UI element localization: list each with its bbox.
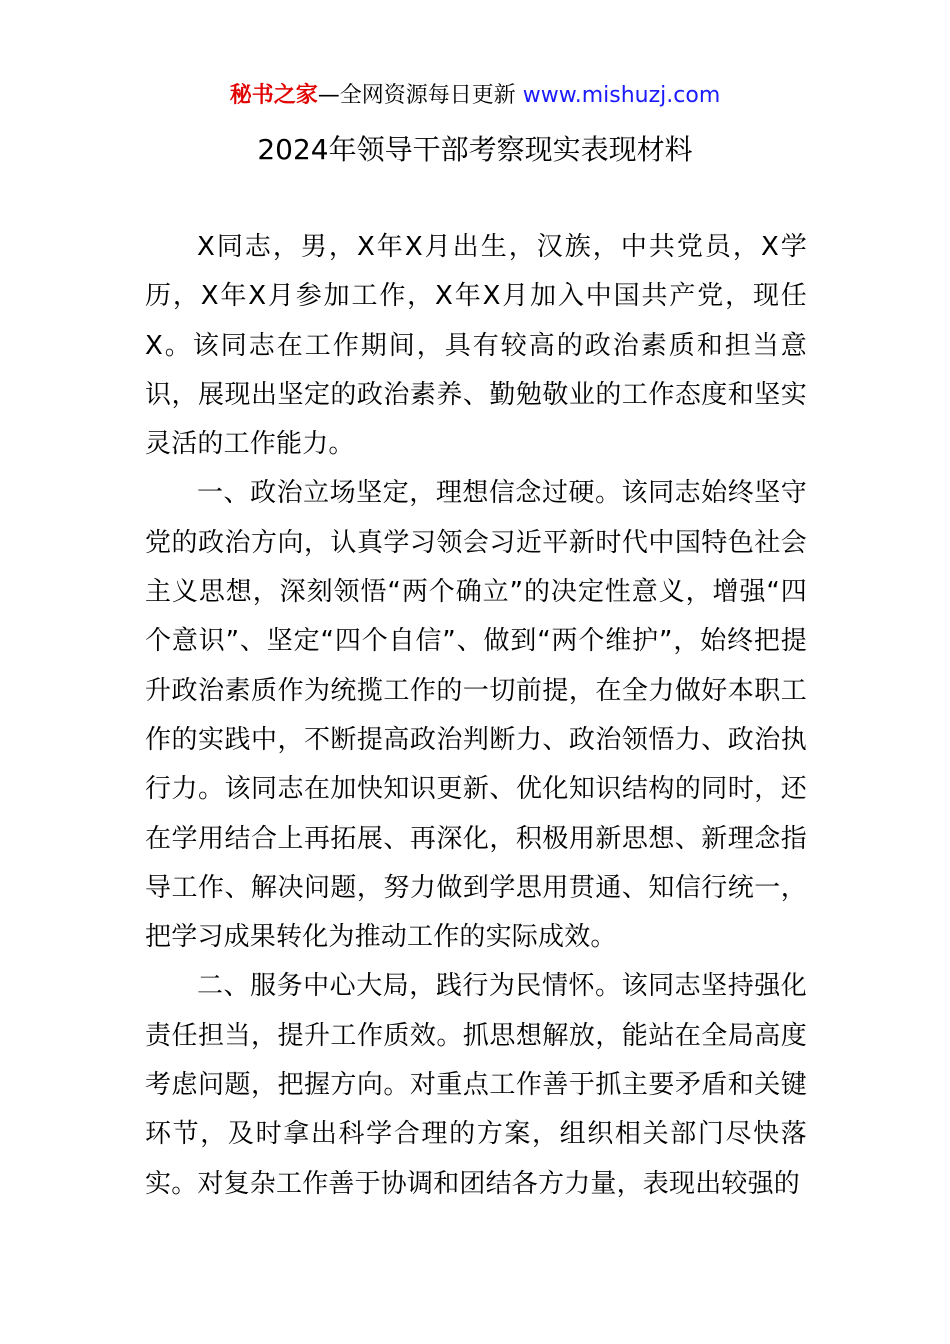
paragraph-section-one: 一、政治立场坚定，理想信念过硬。该同志始终坚守党的政治方向，认真学习领会习近平新时代中国特色社会主义思想，深刻领悟“两个确立”的决定性意义，增强“四个意识”、坚定“四个自信”、做到“两个维护”，始终把提升政治素质作为统揽工作的一切前提，在全力做好本职工作的实践中，不断提高政治判断力、政治领悟力、政治执行力。该同志在加快知识更新、优化知识结构的同时，还在学用结合上再拓展、再深化，积极用新思想、新理念指导工作、解决问题，努力做到学思用贯通、知信行统一，把学习成果转化为推动工作的实际成效。 <box>145 478 807 953</box>
document-title: 2024年领导干部考察现实表现材料 <box>257 133 693 166</box>
paragraph-intro: X同志，男，X年X月出生，汉族，中共党员，X学历，X年X月参加工作，X年X月加入中国共产党，现任X。该同志在工作期间，具有较高的政治素质和担当意识，展现出坚定的政治素养、勤勉敬业的工作态度和坚实灵活的工作能力。 <box>145 232 807 460</box>
site-url-link[interactable]: www.mishuzj.com <box>522 83 721 108</box>
paragraph-section-two: 二、服务中心大局，践行为民情怀。该同志坚持强化责任担当，提升工作质效。抓思想解放，能站在全局高度考虑问题，把握方向。对重点工作善于抓主要矛盾和关键环节，及时拿出科学合理的方案，组织相关部门尽快落实。对复杂工作善于协调和团结各方力量，表现出较强的 <box>145 971 807 1199</box>
document-body <box>145 223 807 1209</box>
site-header <box>0 80 950 112</box>
brand-name: 秘书之家 <box>229 83 318 108</box>
header-tagline: —全网资源每日更新 <box>317 83 523 108</box>
